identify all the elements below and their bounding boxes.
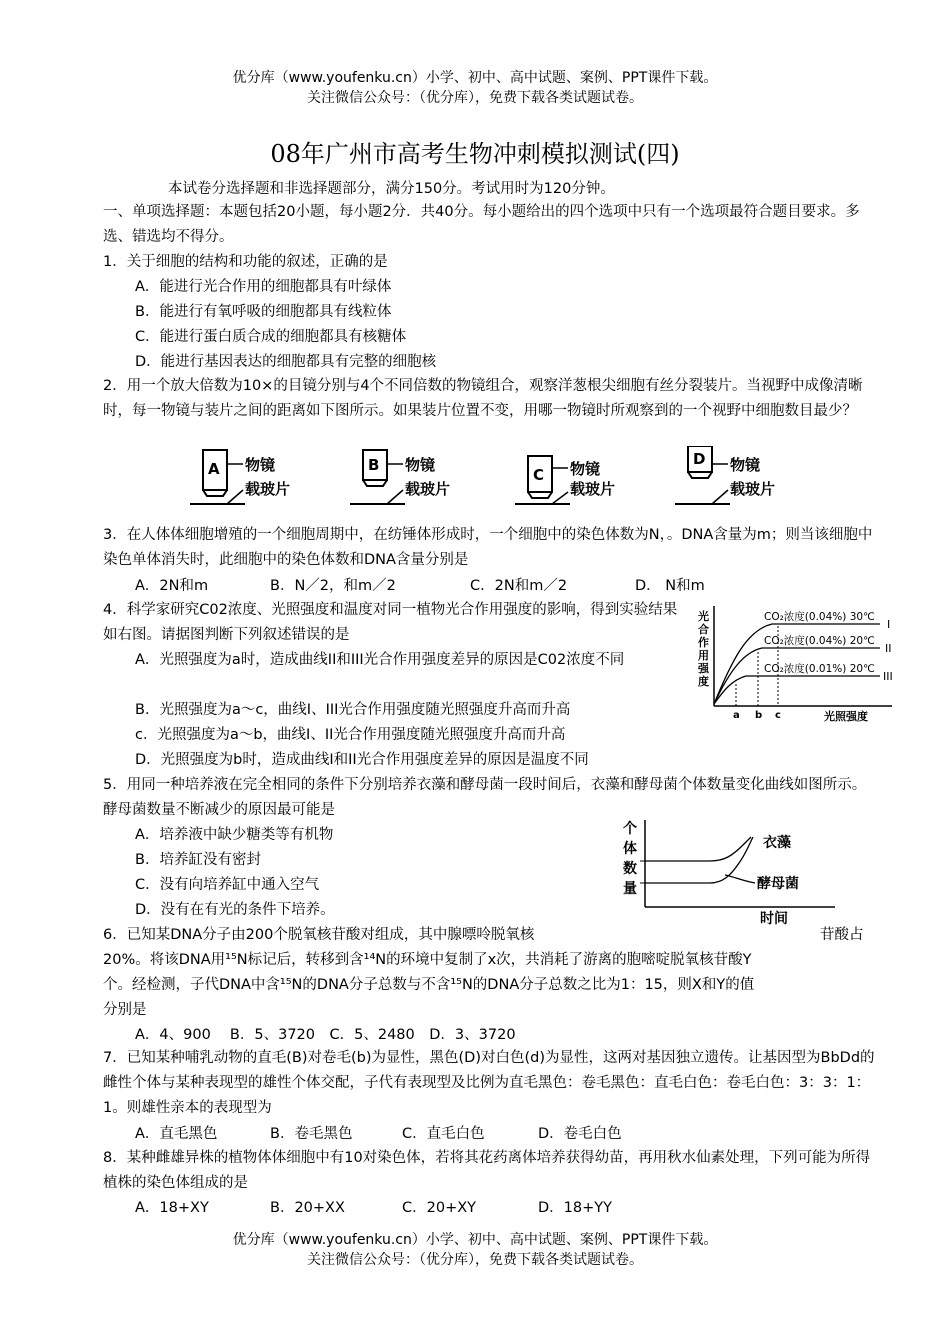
- series-chlamydomonas-label: 衣藻: [763, 835, 791, 851]
- q6-line-2: 20%。将该DNA用¹⁵N标记后，转移到含¹⁴N的环境中复制了x次，共消耗了游离的胞嘧啶脱氧核苷酸Y: [103, 952, 752, 968]
- objective-label-c: 物镜: [570, 460, 601, 478]
- q6-line-4: 分别是: [103, 1002, 147, 1018]
- lens-a-label: A: [208, 460, 220, 478]
- series-ii-name: II: [885, 642, 892, 655]
- legend-series-ii: CO₂浓度(0.04%) 20℃: [764, 635, 875, 647]
- slide-label-a: 载玻片: [245, 480, 291, 498]
- section-heading: 一、单项选择题：本题包括20小题，每小题2分．共40分。每小题给出的四个选项中只有一个选项最符合题目要求。多选、错选均不得分。: [103, 204, 860, 245]
- curve-chlamydomonas: [645, 837, 751, 861]
- header-line-2: 关注微信公众号：（优分库），免费下载各类试题试卷。: [307, 90, 643, 106]
- series-yeast-label: 酵母菌: [757, 876, 799, 892]
- lens-a: [190, 450, 290, 504]
- footer-line-2: 关注微信公众号：（优分库），免费下载各类试题试卷。: [307, 1252, 643, 1268]
- footer-line-1: 优分库（www.youfenku.cn）小学、初中、高中试题、案例、PPT课件下载。: [232, 1232, 718, 1248]
- q7-option-d: D．卷毛白色: [538, 1126, 622, 1142]
- q6-line-3: 个。经检测，子代DNA中含¹⁵N的DNA分子总数与不含¹⁵N的DNA分子总数之比为1：15，则X和Y的值: [103, 977, 755, 993]
- q5-option-a: A．培养液中缺少糖类等有机物: [135, 827, 334, 843]
- q8-option-b: B．20+XX: [270, 1200, 345, 1216]
- q2-stem: 2．用一个放大倍数为10×的目镜分别与4个不同倍数的物镜组合，观察洋葱根尖细胞有丝分裂装片。当视野中成像清晰时，每一物镜与装片之间的距离如下图所示。如果装片位置不变，用哪一物镜时所观察到的一个视野中细胞数目最少？: [103, 378, 863, 419]
- q3-stem: 3．在人体体细胞增殖的一个细胞周期中，在纺锤体形成时，一个细胞中的染色体数为N，。DNA含量为m；则当该细胞中染色单体消失时，此细胞中的染色体数和DNA含量分别是: [103, 527, 873, 568]
- q6-options: A．4、900 B．5、3720 C．5、2480 D．3、3720: [135, 1027, 516, 1043]
- photosynthesis-chart: [692, 600, 907, 725]
- q4-stem: 4．科学家研究C02浓度、光照强度和温度对同一植物光合作用强度的影响，得到实验结果如右图。请据图判断下列叙述错误的是: [103, 602, 678, 643]
- series-i-name: I: [887, 618, 891, 631]
- slide-label-d: 载玻片: [730, 480, 776, 498]
- objective-label-d: 物镜: [730, 456, 761, 474]
- q7-option-a: A．直毛黑色: [135, 1126, 218, 1142]
- lens-c-label: C: [533, 466, 545, 484]
- header-line-1: 优分库（www.youfenku.cn）小学、初中、高中试题、案例、PPT课件下载。: [232, 70, 718, 86]
- q3-option-d: D． N和m: [635, 578, 705, 594]
- population-chart: [615, 815, 840, 927]
- curve-iii: [714, 676, 880, 704]
- objective-label-a: 物镜: [245, 456, 276, 474]
- intro-text: 本试卷分选择题和非选择题部分，满分150分。考试用时为120分钟。: [168, 181, 615, 197]
- q8-option-c: C．20+XY: [402, 1200, 477, 1216]
- objective-label-b: 物镜: [405, 456, 436, 474]
- q3-option-a: A．2N和m: [135, 578, 209, 594]
- photosynthesis-x-label: 光照强度: [824, 710, 868, 723]
- q5-stem: 5．用同一种培养液在完全相同的条件下分别培养衣藻和酵母菌一段时间后，衣藻和酵母菌个体数量变化曲线如图所示。酵母菌数量不断减少的原因最可能是: [103, 777, 867, 818]
- svg-text:体: 体: [623, 841, 637, 857]
- q1-option-b: B．能进行有氧呼吸的细胞都具有线粒体: [135, 304, 392, 320]
- curve-yeast-decline: [645, 837, 753, 883]
- q1-option-d: D．能进行基因表达的细胞都具有完整的细胞核: [135, 354, 437, 370]
- q6-line-1a: 6．已知某DNA分子由200个脱氧核苷酸对组成，其中腺嘌呤脱氧核: [103, 927, 535, 943]
- x-tick-b: b: [755, 710, 763, 721]
- page-title: 08年广州市高考生物冲刺模拟测试(四): [270, 140, 680, 168]
- lens-c: [515, 456, 615, 504]
- svg-text:个: 个: [623, 821, 637, 837]
- q4-option-a: A．光照强度为a时，造成曲线II和III光合作用强度差异的原因是C02浓度不同: [135, 652, 625, 668]
- q3-option-c: C．2N和m／2: [470, 578, 568, 594]
- svg-text:光合作用强度: 光合作用强度: [698, 610, 709, 688]
- photosynthesis-y-label: [697, 609, 710, 688]
- series-iii-name: III: [883, 670, 893, 683]
- q7-option-c: C．直毛白色: [402, 1126, 485, 1142]
- q1-option-a: A．能进行光合作用的细胞都具有叶绿体: [135, 279, 392, 295]
- x-tick-c: c: [775, 710, 781, 721]
- q6-line-1b: 苷酸占: [820, 927, 864, 943]
- q5-option-d: D．没有在有光的条件下培养。: [135, 902, 335, 918]
- q8-stem: 8．某种雌雄异株的植物体体细胞中有10对染色体，若将其花药离体培养获得幼苗，再用秋水仙素处理，下列可能为所得植株的染色体组成的是: [103, 1150, 871, 1191]
- lens-d-label: D: [693, 450, 706, 468]
- q8-option-d: D．18+YY: [538, 1200, 612, 1216]
- lens-b-label: B: [368, 456, 380, 474]
- q5-option-b: B．培养缸没有密封: [135, 852, 261, 868]
- legend-series-i: CO₂浓度(0.04%) 30℃: [764, 611, 875, 623]
- slide-label-c: 载玻片: [570, 480, 616, 498]
- legend-series-iii: CO₂浓度(0.01%) 20℃: [764, 663, 875, 675]
- q7-stem: 7．已知某种哺乳动物的直毛(B)对卷毛(b)为显性，黑色(D)对白色(d)为显性，这两对基因独立遗传。让基因型为BbDd的雌性个体与某种表现型的雄性个体交配，子代有表现型及比例为直毛黑色：卷毛黑色：直毛白色：卷毛白色：3：3：1：1。则雄性亲本的表现型为: [103, 1050, 875, 1116]
- q1-stem: 1．关于细胞的结构和功能的叙述，正确的是: [103, 254, 388, 270]
- population-x-label: 时间: [760, 911, 788, 927]
- svg-text:量: 量: [623, 881, 637, 897]
- q5-option-c: C．没有向培养缸中通入空气: [135, 877, 320, 893]
- q1-option-c: C．能进行蛋白质合成的细胞都具有核糖体: [135, 329, 407, 345]
- q4-option-b: B．光照强度为a～c，曲线I、III光合作用强度随光照强度升高而升高: [135, 702, 571, 718]
- x-tick-a: a: [733, 710, 740, 721]
- lens-b: [350, 450, 450, 504]
- lens-d: [675, 446, 775, 504]
- q3-option-b: B．N／2，和m／2: [270, 578, 396, 594]
- q7-option-b: B．卷毛黑色: [270, 1126, 353, 1142]
- objective-lens-diagram: [185, 446, 795, 512]
- q4-option-d: D．光照强度为b时，造成曲线I和II光合作用强度差异的原因是温度不同: [135, 752, 589, 768]
- q8-option-a: A．18+XY: [135, 1200, 209, 1216]
- slide-label-b: 载玻片: [405, 480, 451, 498]
- q4-option-c: c．光照强度为a～b，曲线I、II光合作用强度随光照强度升高而升高: [135, 727, 566, 743]
- svg-text:数: 数: [623, 861, 637, 877]
- population-y-label: [623, 820, 637, 897]
